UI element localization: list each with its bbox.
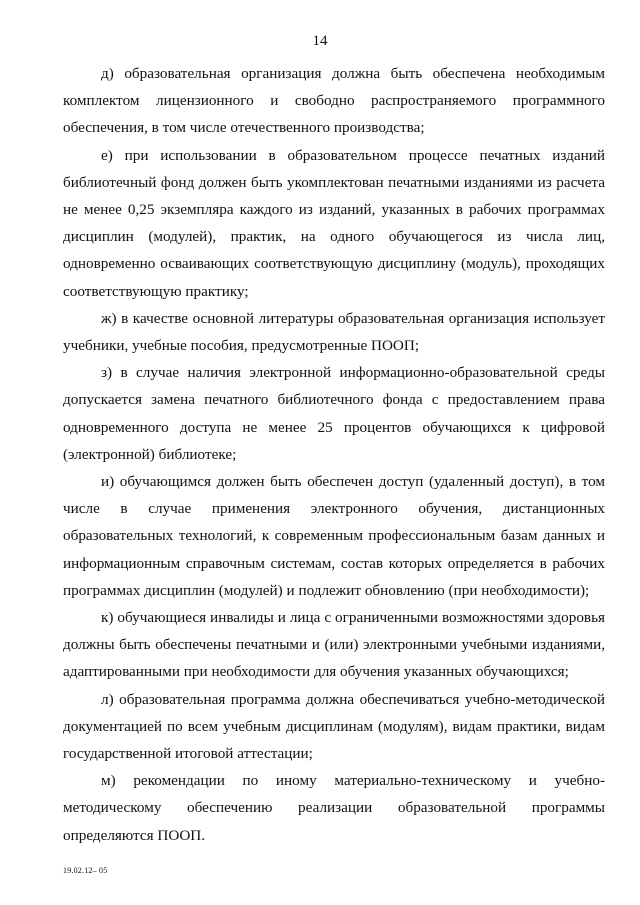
document-body: [63, 60, 605, 849]
paragraph-k: к) обучающиеся инвалиды и лица с ограниченными возможностями здоровья должны быть обеспечены печатными и (или) электронными учебными изданиями, адаптированными при необходимости для обучения указанных обучающихся;: [63, 609, 605, 681]
paragraph-zh: ж) в качестве основной литературы образовательная организация использует учебники, учебные пособия, предусмотренные ПООП;: [63, 309, 605, 355]
page-number: 14: [312, 33, 328, 49]
paragraph-m: м) рекомендации по иному материально-техническому и учебно-методическому обеспечению реализации образовательной программы определяются ПООП.: [63, 772, 605, 844]
paragraph-i: и) обучающимся должен быть обеспечен доступ (удаленный доступ), в том числе в случае применения электронного обучения, дистанционных образовательных технологий, к современным профессиональным базам данных и информационным справочным системам, состав которых определяется в рабочих программах дисциплин (модулей) и подлежит обновлению (при необходимости);: [63, 473, 605, 599]
paragraph-e: е) при использовании в образовательном процессе печатных изданий библиотечный фонд должен быть укомплектован печатными изданиями из расчета не менее 0,25 экземпляра каждого из изданий, указанных в рабочих программах дисциплин (модулей), практик, на одного обучающегося из числа лиц, одновременно осваивающих соответствующую дисциплину (модуль), проходящих соответствующую практику;: [63, 146, 605, 300]
document-code-footer: 19.02.12– 05: [63, 866, 108, 875]
paragraph-d: д) образовательная организация должна быть обеспечена необходимым комплектом лицензионного и свободно распространяемого программного обеспечения, в том числе отечественного производства;: [63, 65, 605, 137]
paragraph-z: з) в случае наличия электронной информационно-образовательной среды допускается замена печатного библиотечного фонда с предоставлением права одновременного доступа не менее 25 процентов обучающихся к цифровой (электронной) библиотеке;: [63, 364, 605, 463]
paragraph-l: л) образовательная программа должна обеспечиваться учебно-методической документацией по всем учебным дисциплинам (модулям), видам практики, видам государственной итоговой аттестации;: [63, 690, 605, 763]
